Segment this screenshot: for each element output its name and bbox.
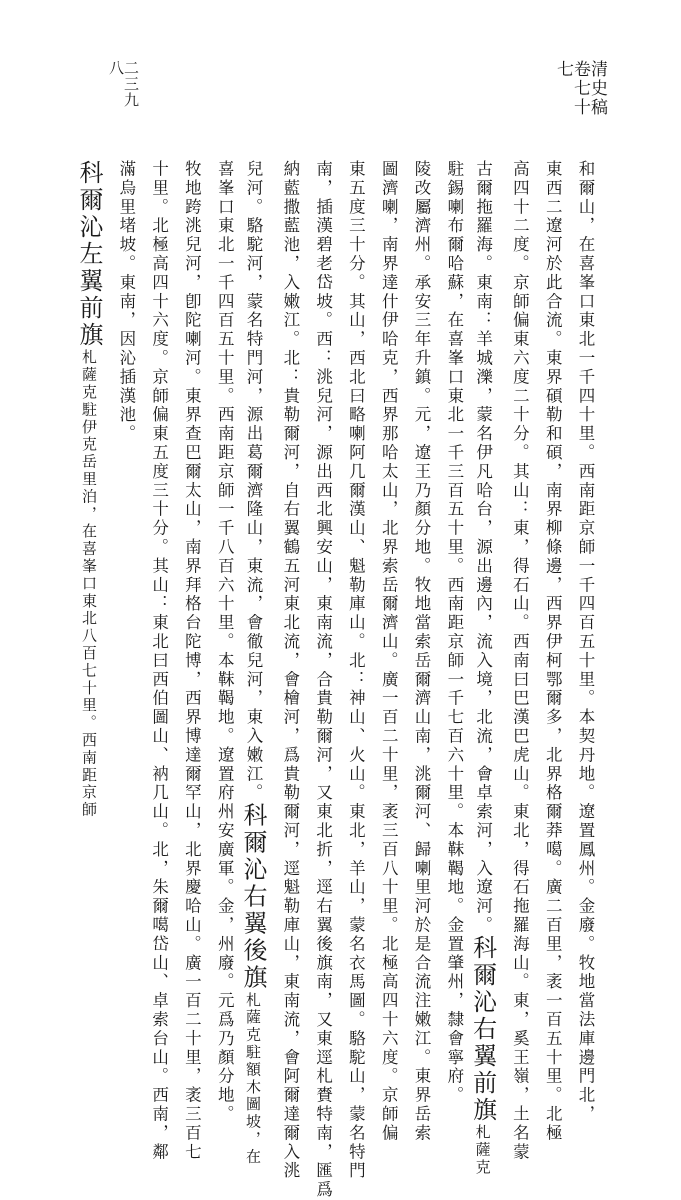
page-number: 二三九八 (107, 60, 140, 108)
text-segment: 南，插漢碧老岱坡。西：洮兒河，源出西北興安山，東南流，合貴勒爾河，又東北折，逕右翼後旗南，又東逕札賚特南，匯爲 (313, 160, 333, 1200)
text-column (511, 160, 528, 1162)
banner-heading: 科爾沁右翼前旗 (468, 934, 497, 1124)
text-segment: 札薩克 (473, 1123, 492, 1177)
text-column (577, 160, 594, 1124)
text-segment: 喜峯口東北一千四百五十里。西南距京師一千八百六十里。本靺鞨地。遼置府州安廣軍。金，州廢。元爲乃顏分地。 (215, 160, 235, 1124)
text-column (347, 160, 364, 1181)
text-column (544, 160, 561, 1143)
text-column (314, 160, 331, 1200)
text-column (150, 160, 167, 1162)
text-segment: 陵改屬濟州。承安三年升鎮。元，遼王乃顏分地。牧地當索岳爾濟山南，洮爾河、歸喇里河於是合流注嫩江。東界岳索 (412, 160, 431, 1143)
text-segment: 滿烏里堵坡。東南，因沁插漢池。 (116, 160, 136, 444)
text-segment: 牧地跨洮兒河，卽陀喇河。東界查巴爾太山，南界拜格台陀博，西界博達爾罕山，北界慶哈山。廣一百二十里，袤三百七 (182, 160, 202, 1162)
text-segment: 東五度三十分。其山，西北曰略喇阿几爾漢山、魁勒庫山。北：神山、火山。東北，羊山，蒙名衣馬圖。駱駝山，蒙名特門 (346, 160, 366, 1181)
banner-heading: 科爾沁左翼前旗 (75, 160, 103, 349)
text-column (241, 160, 265, 1166)
text-segment: 兒河。駱駝河，蒙名特門河，源出葛爾濟隆山，東流，會徹兒河，東入嫩江。 (244, 160, 263, 803)
text-column (117, 160, 134, 444)
book-title: 清史稿卷七十七 (553, 60, 607, 117)
text-segment: 納藍撒藍池，入嫩江。北：貴勒爾河，自右翼鶴五河東北流，會檜河，爲貴勒爾河，逕魁勒庫山，東南流，會阿爾達爾入洮 (280, 160, 300, 1181)
text-column (413, 160, 430, 1143)
text-segment: 駐錫喇布爾哈蘇，在喜峯口東北一千三百五十里。西南距京師一千七百六十里。本靺鞨地。金置肇州，隸會寧府。 (444, 160, 464, 1105)
text-segment: 古爾拖羅海。東南：羊城濼，蒙名伊凡哈台，源出邊內，流入境，北流，會卓索河，入遼河。 (473, 160, 493, 935)
text-column (216, 160, 233, 1124)
text-column (77, 160, 101, 819)
page-header (88, 60, 607, 120)
text-column (445, 160, 462, 1105)
text-column (468, 160, 497, 1177)
text-segment: 和爾山，在喜峯口東北一千四十里。西南距京師一千四百五十里。本契丹地。遼置鳳州。金廢。牧地當法庫邊門北， (576, 160, 595, 1124)
text-column (183, 160, 200, 1162)
text-segment: 圖濟喇，南界達什伊哈克，西界那哈太山，北界索岳爾濟山。廣一百二十里，袤三百八十里。北極高四十六度。京師偏 (379, 160, 399, 1143)
text-column (380, 160, 397, 1143)
text-segment: 高四十二度。京師偏東六度二十分。其山：東，得石山。西南曰巴漢巴虎山。東北，得石拖羅海山。東，奚王嶺，土名蒙 (510, 160, 530, 1162)
text-segment: 東西二遼河於此合流。東界碩勒和碩，南界柳條邊，西界伊柯鄂爾多，北界格爾莽噶。廣二百里，袤一百五十里。北極 (543, 160, 563, 1143)
text-segment: 十里。北極高四十六度。京師偏東五度三十分。其山：東北曰西伯圖山、衲几山。北，朱爾噶岱山、卓索台山。西南，鄰 (149, 160, 169, 1162)
text-segment: 札薩克駐伊克岳里泊，在喜峯口東北八百七十里。西南距京師 (80, 349, 98, 819)
banner-heading: 科爾沁右翼後旗 (239, 802, 267, 992)
text-column (281, 160, 298, 1181)
text-segment: 札薩克駐額木圖坡，在 (244, 991, 262, 1166)
